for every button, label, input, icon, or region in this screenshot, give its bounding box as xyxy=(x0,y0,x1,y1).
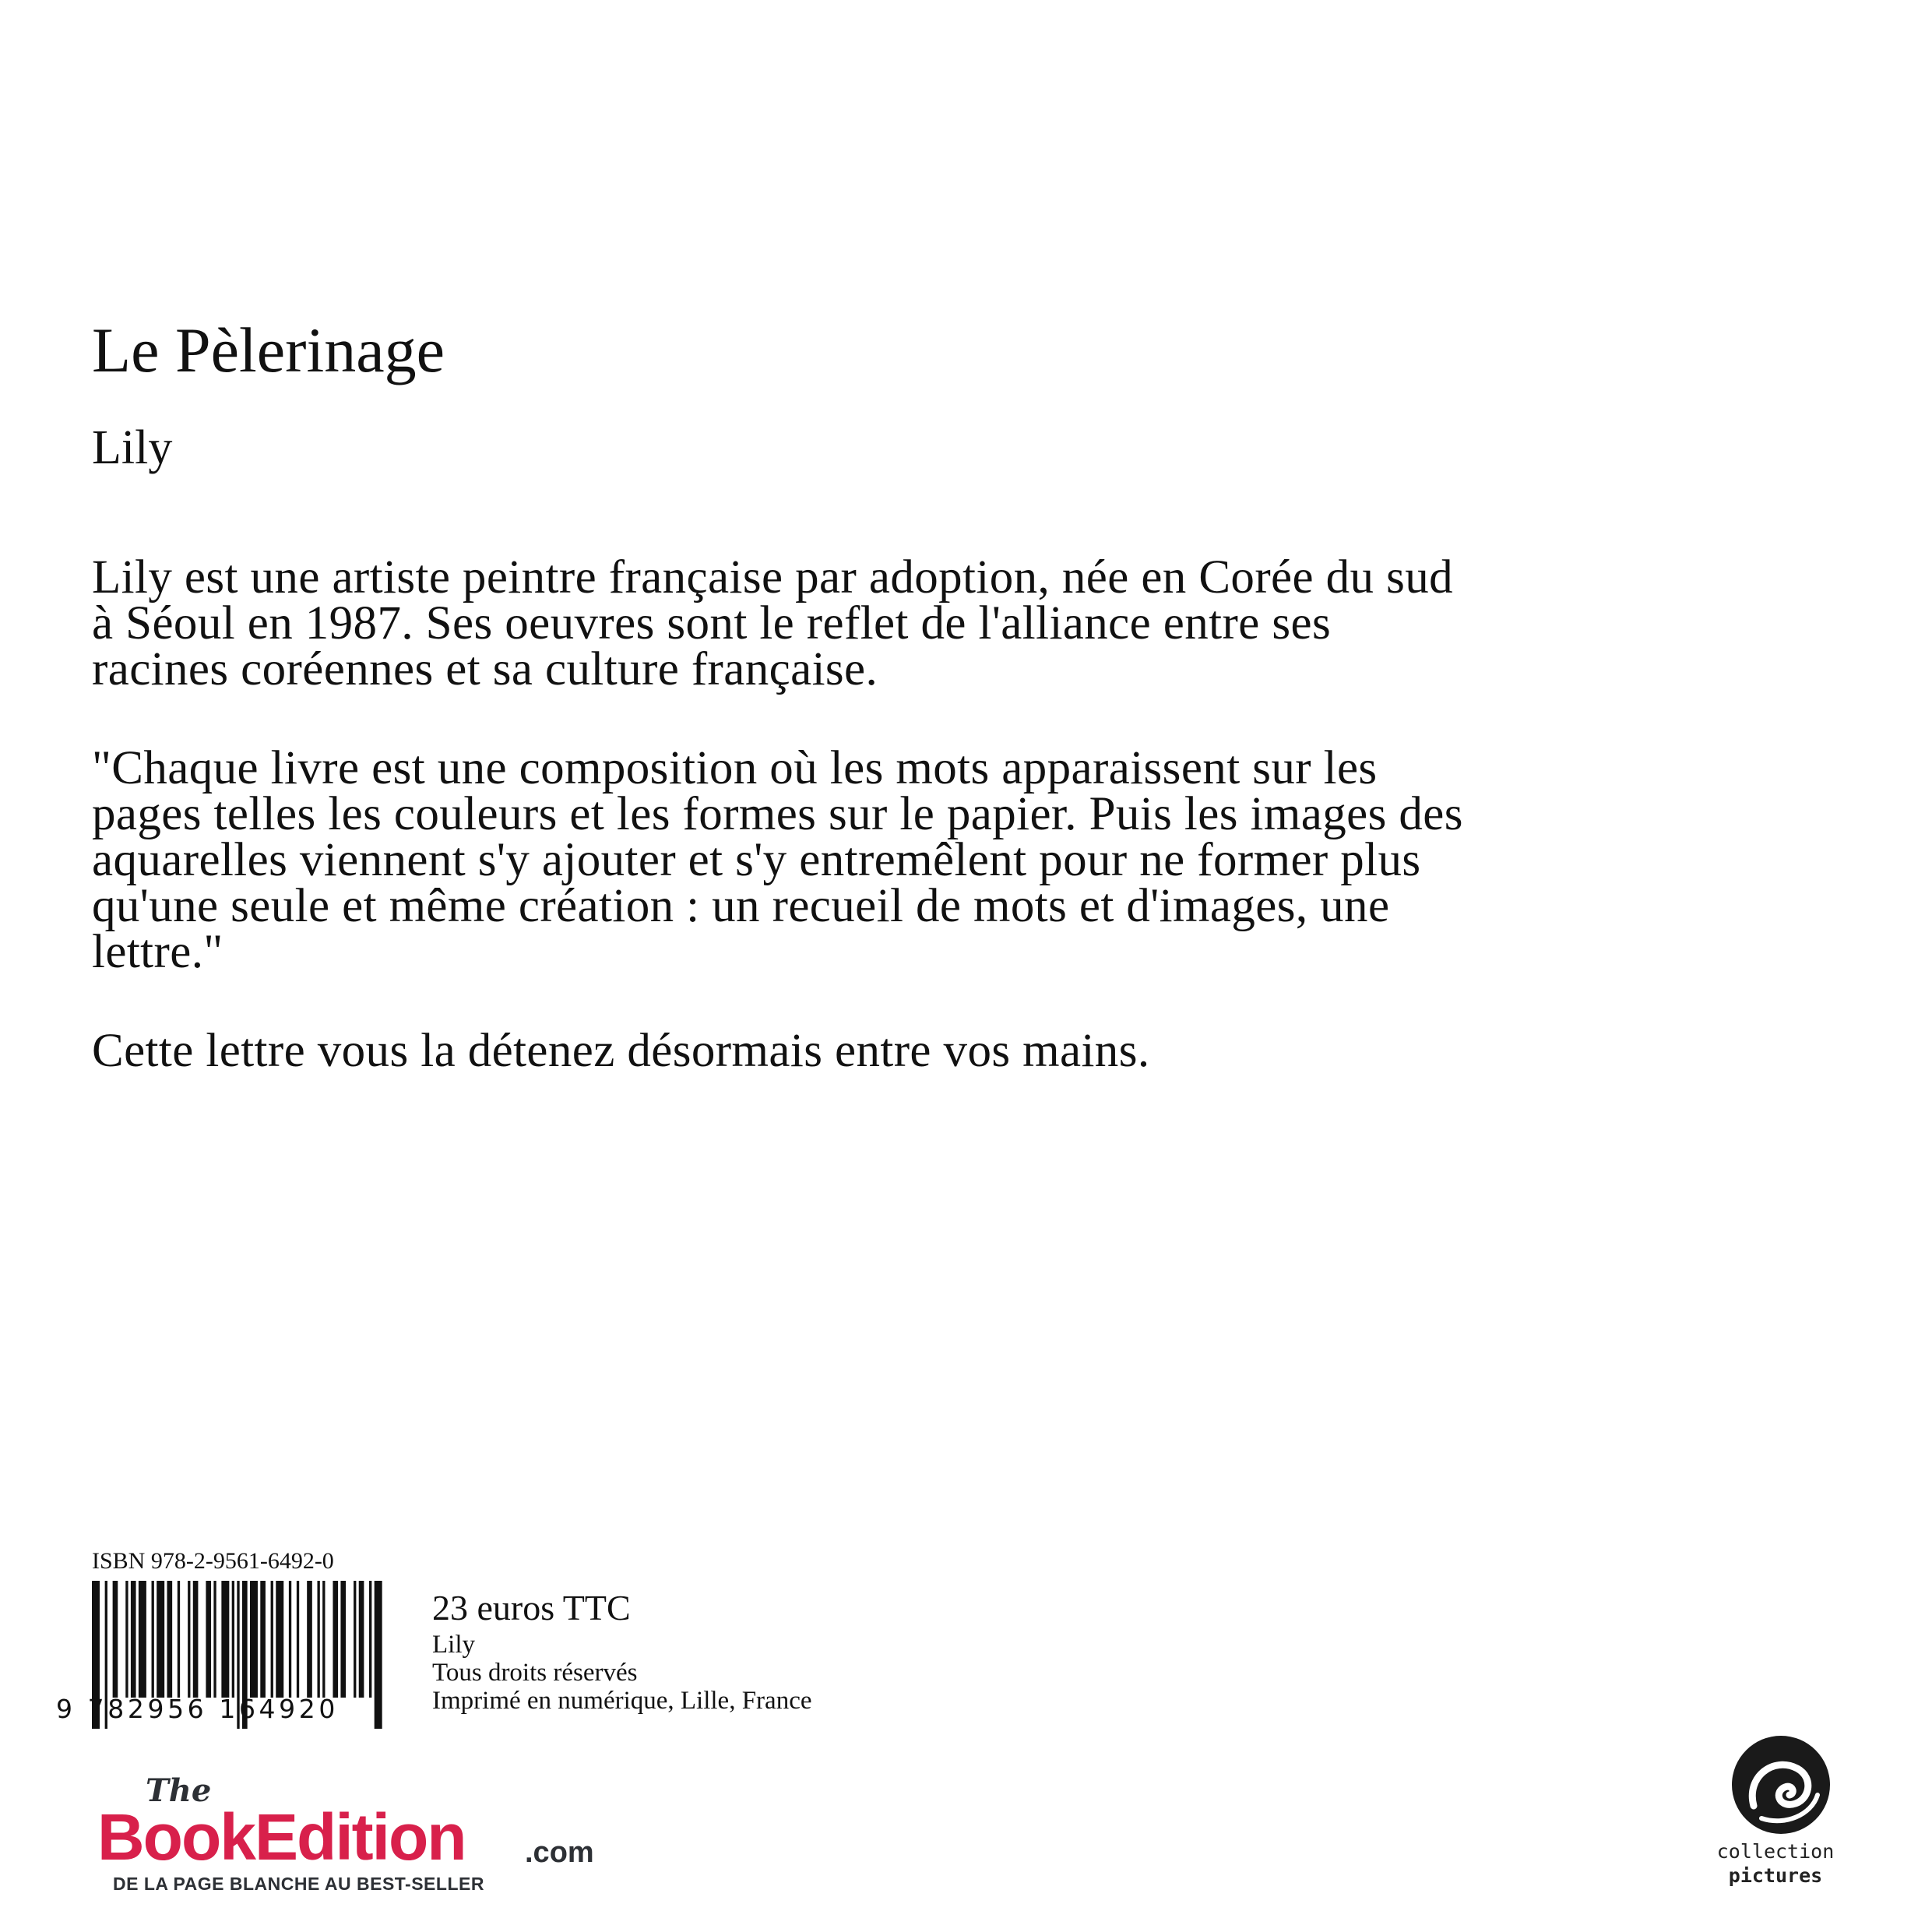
barcode-bar xyxy=(232,1581,234,1698)
isbn-label: ISBN 978-2-9561-6492-0 xyxy=(92,1548,334,1574)
barcode-bar xyxy=(369,1581,371,1698)
price: 23 euros TTC xyxy=(432,1588,631,1628)
barcode-bar xyxy=(125,1581,128,1698)
barcode-bar xyxy=(276,1581,283,1698)
barcode-bar xyxy=(178,1581,180,1698)
quote-paragraph: "Chaque livre est une composition où les mots apparaissent sur les pages telles les couleurs et les formes sur le papier. Puis les images des aquarelles viennent s'y ajouter et s'y entremêlent pour ne former plus qu'une seule et même création : un recueil de mots et d'images, une lettre." xyxy=(92,742,1463,978)
spiral-icon xyxy=(1730,1734,1832,1835)
bookedition-name: BookEdition xyxy=(97,1800,466,1874)
collection-label: collection xyxy=(1716,1840,1835,1863)
back-cover-text xyxy=(92,551,1478,1127)
publication-info xyxy=(432,1585,812,1715)
bookedition-the: The xyxy=(146,1772,212,1809)
imprint-author: Lily xyxy=(432,1631,475,1659)
pictures-label: pictures xyxy=(1728,1864,1823,1887)
barcode-digits: 9 782956 164920 xyxy=(56,1694,339,1724)
barcode-bar xyxy=(193,1581,199,1698)
barcode-bar xyxy=(333,1581,338,1698)
barcode-bar xyxy=(152,1581,154,1698)
bookedition-domain: .com xyxy=(525,1836,594,1869)
barcode-bar xyxy=(157,1581,164,1698)
barcode-bar xyxy=(260,1581,266,1698)
barcode-bar xyxy=(131,1581,136,1698)
closing-paragraph: Cette lettre vous la détenez désormais entre vos mains. xyxy=(92,1025,1150,1077)
barcode-bar xyxy=(359,1581,364,1698)
barcode-bar xyxy=(354,1581,356,1698)
barcode-bar xyxy=(213,1581,216,1698)
barcode-bar xyxy=(322,1581,325,1698)
barcode-bar xyxy=(289,1581,291,1698)
barcode-bar xyxy=(271,1581,273,1698)
barcode-bar xyxy=(139,1581,146,1698)
book-author: Lily xyxy=(92,421,173,474)
barcode-bar xyxy=(188,1581,190,1698)
barcode-bar xyxy=(297,1581,299,1698)
barcode-bar xyxy=(221,1581,229,1698)
bookedition-logo xyxy=(97,1772,594,1904)
barcode-bar xyxy=(206,1581,211,1698)
barcode-bar xyxy=(250,1581,258,1698)
bookedition-tagline: DE LA PAGE BLANCHE AU BEST-SELLER xyxy=(113,1874,484,1894)
rights-notice: Tous droits réservés xyxy=(432,1659,638,1687)
book-title: Le Pèlerinage xyxy=(92,315,445,385)
barcode-bar xyxy=(307,1581,312,1698)
barcode-bar xyxy=(340,1581,346,1698)
bio-paragraph: Lily est une artiste peintre française par adoption, née en Corée du sud à Séoul en 1987. Ses oeuvres sont le reflet de l'alliance entre ses racines coréennes et sa culture française. xyxy=(92,551,1454,695)
collection-pictures-logo xyxy=(1698,1725,1869,1912)
barcode-bar xyxy=(113,1581,118,1698)
printing-notice: Imprimé en numérique, Lille, France xyxy=(432,1687,812,1715)
barcode-bar xyxy=(167,1581,172,1698)
barcode-bar xyxy=(317,1581,319,1698)
